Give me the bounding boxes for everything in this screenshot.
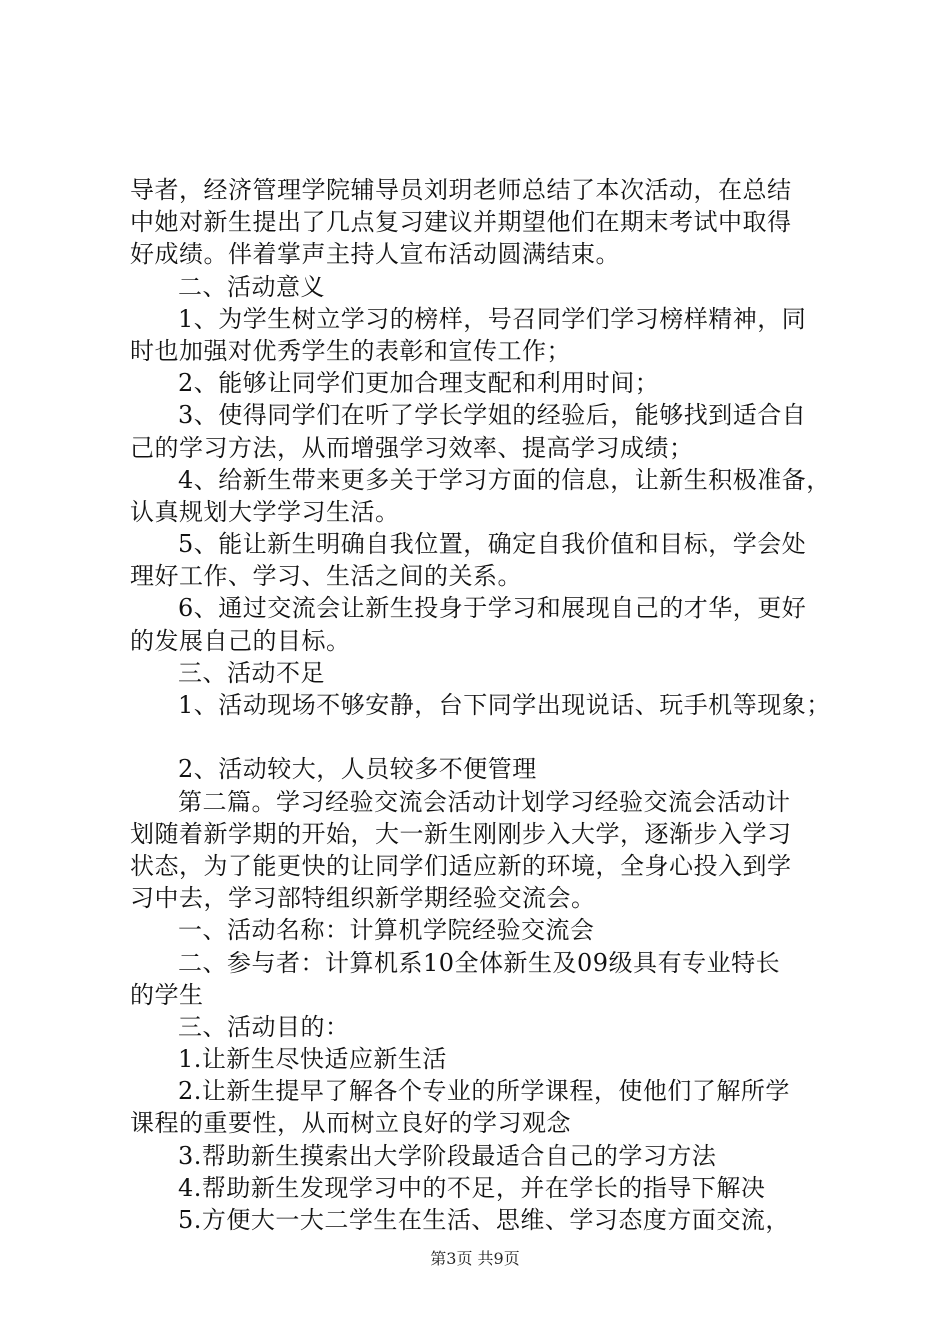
text-line: 时也加强对优秀学生的表彰和宣传工作； bbox=[130, 336, 571, 365]
list-item: 4、给新生带来更多关于学习方面的信息，让新生积极准备， bbox=[178, 465, 831, 494]
text-line: 理好工作、学习、生活之间的关系。 bbox=[130, 562, 522, 591]
list-item: 6、通过交流会让新生投身于学习和展现自己的才华，更好 bbox=[178, 594, 807, 623]
paragraph-start: 第二篇。学习经验交流会活动计划学习经验交流会活动计 bbox=[178, 787, 791, 816]
list-item: 1、活动现场不够安静，台下同学出现说话、玩手机等现象； bbox=[178, 691, 831, 719]
section-heading: 二、参与者：计算机系10全体新生及09级具有专业特长 bbox=[178, 948, 781, 977]
list-item: 3.帮助新生摸索出大学阶段最适合自己的学习方法 bbox=[178, 1141, 717, 1170]
section-heading: 三、活动目的： bbox=[178, 1012, 350, 1041]
list-item: 2、活动较大，人员较多不便管理 bbox=[178, 755, 537, 784]
page-footer bbox=[0, 1249, 950, 1269]
list-item: 2、能够让同学们更加合理支配和利用时间； bbox=[178, 369, 660, 398]
section-heading: 三、活动不足 bbox=[178, 658, 325, 687]
section-heading: 一、活动名称：计算机学院经验交流会 bbox=[178, 916, 595, 945]
text-line: 中她对新生提出了几点复习建议并期望他们在期末考试中取得 bbox=[130, 208, 792, 237]
text-line: 状态，为了能更快的让同学们适应新的环境，全身心投入到学 bbox=[130, 851, 792, 880]
list-item: 1、为学生树立学习的榜样，号召同学们学习榜样精神，同 bbox=[178, 304, 807, 333]
text-line: 的发展自己的目标。 bbox=[130, 626, 351, 655]
text-line: 划随着新学期的开始，大一新生刚刚步入大学，逐渐步入学习 bbox=[130, 819, 792, 848]
page-number: 第3页 共9页 bbox=[430, 1249, 520, 1268]
text-line: 习中去，学习部特组织新学期经验交流会。 bbox=[130, 884, 596, 913]
text-line: 的学生 bbox=[130, 980, 204, 1009]
list-item: 2.让新生提早了解各个专业的所学课程，使他们了解所学 bbox=[178, 1077, 790, 1106]
blank-line bbox=[130, 721, 850, 753]
list-item: 4.帮助新生发现学习中的不足，并在学长的指导下解决 bbox=[178, 1173, 766, 1202]
text-line: 导者，经济管理学院辅导员刘玥老师总结了本次活动，在总结 bbox=[130, 176, 792, 204]
list-item: 5.方便大一大二学生在生活、思维、学习态度方面交流， bbox=[178, 1206, 790, 1234]
text-line: 好成绩。伴着掌声主持人宣布活动圆满结束。 bbox=[130, 240, 620, 269]
list-item: 3、使得同学们在听了学长学姐的经验后，能够找到适合自 bbox=[178, 401, 807, 430]
document-body bbox=[130, 174, 850, 1236]
list-item: 5、能让新生明确自我位置，确定自我价值和目标，学会处 bbox=[178, 530, 807, 559]
text-line: 己的学习方法，从而增强学习效率、提高学习成绩； bbox=[130, 433, 694, 462]
text-line: 认真规划大学学习生活。 bbox=[130, 497, 400, 526]
text-line: 课程的重要性，从而树立良好的学习观念 bbox=[130, 1109, 571, 1138]
section-heading: 二、活动意义 bbox=[178, 272, 325, 301]
list-item: 1.让新生尽快适应新生活 bbox=[178, 1045, 447, 1074]
